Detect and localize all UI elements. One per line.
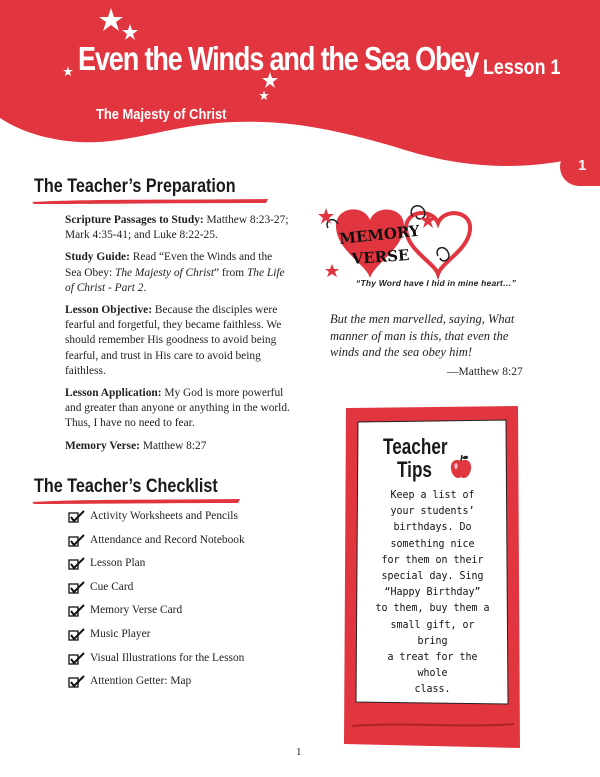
checklist <box>68 510 245 699</box>
lesson-number: Lesson 1 <box>483 56 561 79</box>
checklist-underline <box>30 497 242 505</box>
checklist-item: Attention Getter: Map <box>68 675 245 699</box>
lesson-application: Lesson Application: My God is more powerful and greater than anyone or anything in the world. Thus, I have no need to fear. <box>65 387 290 430</box>
checklist-item: Visual Illustrations for the Lesson <box>68 652 245 676</box>
checkmark-icon <box>68 581 86 594</box>
lesson-subtitle: The Majesty of Christ <box>96 106 227 123</box>
scripture-passages: Scripture Passages to Study: Matthew 8:23-27; Mark 4:35-41; and Luke 8:22-25. <box>65 214 289 242</box>
memory-logo-line2: VERSE <box>351 246 410 268</box>
memory-verse-citation: —Matthew 8:27 <box>447 366 523 378</box>
checkmark-icon <box>68 628 86 641</box>
lesson-objective: Lesson Objective: Because the disciples were fearful and forgetful, they became faithless. We should remember His goodness to avoid being fearful, and trust in His care to avoid being faithless. <box>65 304 282 377</box>
checkmark-icon <box>68 534 86 547</box>
preparation-body <box>65 213 290 461</box>
teacher-tips-title: Teacher <box>383 434 448 459</box>
checklist-item: Attendance and Record Notebook <box>68 534 245 558</box>
checkmark-icon <box>68 675 86 688</box>
header-banner <box>0 0 600 180</box>
checklist-heading: The Teacher’s Checklist <box>34 476 218 497</box>
checklist-item: Cue Card <box>68 581 245 605</box>
checklist-item: Activity Worksheets and Pencils <box>68 510 245 534</box>
preparation-heading: The Teacher’s Preparation <box>34 176 236 197</box>
page-tab-number: 1 <box>578 157 587 174</box>
checkmark-icon <box>68 510 86 523</box>
checklist-item: Memory Verse Card <box>68 604 245 628</box>
page-tab <box>560 148 600 186</box>
teacher-tips-text: Keep a list of your students’ birthdays. Do something nice for them on their special day. Sing “Happy Birthday” to them, buy them a small gift, or bring a treat for the whole class. <box>375 489 490 696</box>
checkmark-icon <box>68 557 86 570</box>
checkmark-icon <box>68 604 86 617</box>
memory-logo-line1: MEMORY <box>338 221 421 248</box>
apple-icon <box>449 454 473 480</box>
checklist-item: Lesson Plan <box>68 557 245 581</box>
preparation-underline <box>30 197 270 205</box>
checklist-item: Music Player <box>68 628 245 652</box>
checkmark-icon <box>68 652 86 665</box>
memory-verse-text: But the men marvelled, saying, What manner of man is this, that even the winds and the sea obey him! <box>330 312 515 359</box>
memory-verse-caption: “Thy Word have I hid in mine heart…” <box>356 278 517 288</box>
page-number: 1 <box>296 746 302 758</box>
memory-verse-reference: Memory Verse: Matthew 8:27 <box>65 439 207 452</box>
study-guide: Study Guide: Read “Even the Winds and the Sea Obey: The Majesty of Christ” from The Life of Christ - Part 2. <box>65 251 285 294</box>
teacher-tips-subtitle: Tips <box>397 457 432 482</box>
lesson-title: Even the Winds and the Sea Obey <box>78 40 479 77</box>
